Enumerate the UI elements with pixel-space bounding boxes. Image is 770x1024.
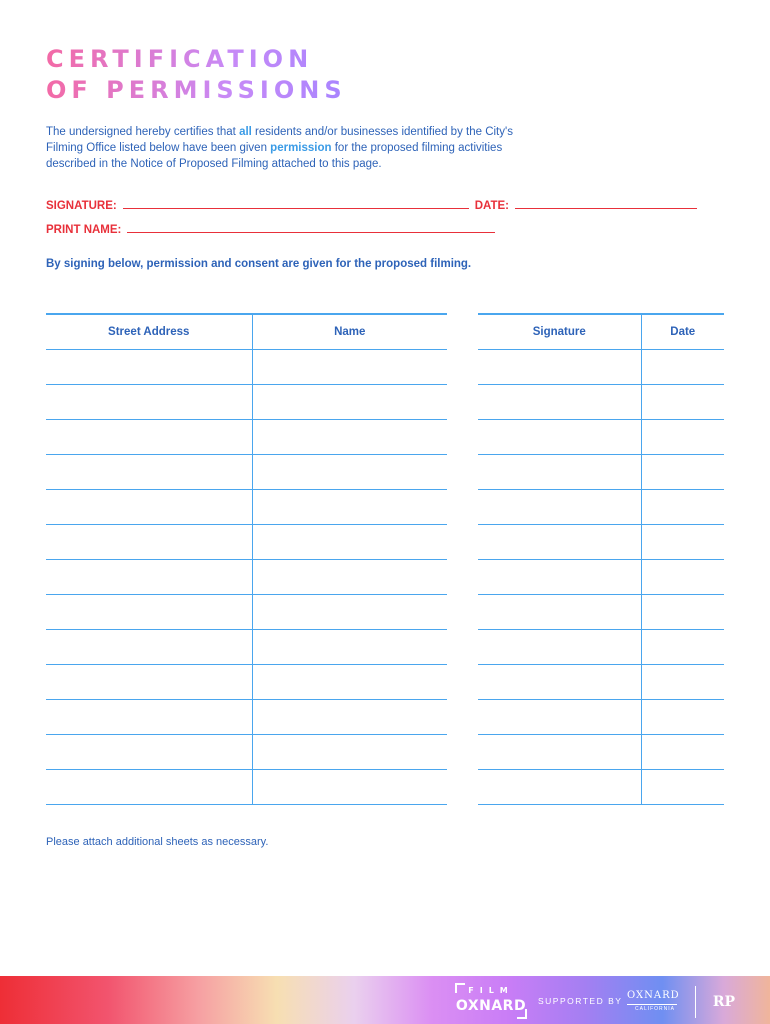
- table-row: [478, 490, 724, 525]
- logo-oxnard-text: OXNARD: [455, 998, 527, 1014]
- street-address-cell[interactable]: [46, 700, 252, 735]
- table-row: [46, 490, 447, 525]
- street-address-cell[interactable]: [46, 630, 252, 665]
- table-row: [478, 630, 724, 665]
- signature-cell[interactable]: [478, 770, 641, 805]
- intro-text-2: residents and/or businesses identified by the City's Filming Office listed below have been given: [46, 126, 513, 154]
- table-row: [478, 350, 724, 385]
- table-row: [46, 420, 447, 455]
- table-row: [46, 630, 447, 665]
- date-cell[interactable]: [641, 595, 724, 630]
- consent-statement: By signing below, permission and consent are given for the proposed filming.: [46, 258, 472, 270]
- print-name-row: [46, 222, 501, 236]
- signature-field[interactable]: [123, 198, 469, 209]
- street-address-cell[interactable]: [46, 385, 252, 420]
- title-line-2: OF PERMISSIONS: [46, 76, 347, 104]
- name-cell[interactable]: [252, 490, 447, 525]
- name-cell[interactable]: [252, 700, 447, 735]
- date-cell[interactable]: [641, 700, 724, 735]
- signature-cell[interactable]: [478, 525, 641, 560]
- table-row: [478, 595, 724, 630]
- name-cell[interactable]: [252, 560, 447, 595]
- table-row: [478, 455, 724, 490]
- table-row: [478, 385, 724, 420]
- street-address-cell[interactable]: [46, 525, 252, 560]
- signature-cell[interactable]: [478, 665, 641, 700]
- street-address-cell[interactable]: [46, 490, 252, 525]
- intro-paragraph: [46, 124, 536, 172]
- signature-cell[interactable]: [478, 420, 641, 455]
- table-row: [478, 735, 724, 770]
- date-cell[interactable]: [641, 455, 724, 490]
- table-row: [46, 385, 447, 420]
- date-cell[interactable]: [641, 525, 724, 560]
- table-row: [46, 595, 447, 630]
- name-cell[interactable]: [252, 420, 447, 455]
- table-row: [46, 665, 447, 700]
- table-row: [478, 560, 724, 595]
- header-street-address: Street Address: [46, 314, 252, 350]
- date-cell[interactable]: [641, 560, 724, 595]
- street-address-cell[interactable]: [46, 595, 252, 630]
- street-address-cell[interactable]: [46, 420, 252, 455]
- name-cell[interactable]: [252, 770, 447, 805]
- date-cell[interactable]: [641, 735, 724, 770]
- date-cell[interactable]: [641, 385, 724, 420]
- table-row: [478, 525, 724, 560]
- city-logo-rule: [627, 1004, 677, 1005]
- intro-highlight-permission: permission: [270, 142, 332, 154]
- address-name-table: [46, 313, 447, 805]
- table-row: [46, 735, 447, 770]
- header-name: Name: [252, 314, 447, 350]
- signature-row: [46, 198, 703, 212]
- logo-film-text: FILM: [468, 986, 514, 995]
- date-cell[interactable]: [641, 420, 724, 455]
- date-cell[interactable]: [641, 770, 724, 805]
- signature-cell[interactable]: [478, 490, 641, 525]
- film-oxnard-logo: [455, 983, 527, 1019]
- signature-date-table: [478, 313, 724, 805]
- title-line-1: CERTIFICATION: [46, 45, 314, 73]
- table-row: [478, 665, 724, 700]
- footer-divider: [695, 986, 696, 1018]
- table-row: [46, 770, 447, 805]
- header-date: Date: [641, 314, 724, 350]
- riverpark-logo: RP: [712, 994, 736, 1010]
- page-title: [46, 44, 347, 106]
- intro-highlight-all: all: [239, 126, 252, 138]
- print-name-label: PRINT NAME:: [46, 224, 122, 236]
- date-cell[interactable]: [641, 630, 724, 665]
- street-address-cell[interactable]: [46, 560, 252, 595]
- print-name-field[interactable]: [127, 222, 495, 233]
- supported-by-label: SUPPORTED BY: [538, 996, 623, 1006]
- signature-cell[interactable]: [478, 700, 641, 735]
- table-row: [46, 525, 447, 560]
- header-signature: Signature: [478, 314, 641, 350]
- footnote: Please attach additional sheets as necessary.: [46, 836, 269, 848]
- street-address-cell[interactable]: [46, 770, 252, 805]
- intro-text-3: for the proposed filming activities described in the Notice of Proposed Filming attached to this page.: [46, 142, 503, 170]
- table-row: [46, 455, 447, 490]
- table-row: [478, 770, 724, 805]
- street-address-cell[interactable]: [46, 455, 252, 490]
- table-row: [478, 420, 724, 455]
- intro-text-1: The undersigned hereby certifies that: [46, 126, 240, 138]
- name-cell[interactable]: [252, 455, 447, 490]
- street-address-cell[interactable]: [46, 665, 252, 700]
- signature-label: SIGNATURE:: [46, 200, 117, 212]
- signature-cell[interactable]: [478, 630, 641, 665]
- date-field[interactable]: [515, 198, 697, 209]
- date-cell[interactable]: [641, 490, 724, 525]
- signature-cell[interactable]: [478, 560, 641, 595]
- table-row: [46, 350, 447, 385]
- date-label: DATE:: [474, 200, 509, 212]
- name-cell[interactable]: [252, 595, 447, 630]
- name-cell[interactable]: [252, 385, 447, 420]
- signature-cell[interactable]: [478, 455, 641, 490]
- name-cell[interactable]: [252, 665, 447, 700]
- table-row: [478, 700, 724, 735]
- signature-cell[interactable]: [478, 350, 641, 385]
- table-row: [46, 700, 447, 735]
- street-address-cell[interactable]: [46, 735, 252, 770]
- signature-cell[interactable]: [478, 735, 641, 770]
- street-address-cell[interactable]: [46, 350, 252, 385]
- date-cell[interactable]: [641, 665, 724, 700]
- city-oxnard-logo: OXNARD: [627, 990, 680, 1001]
- signature-cell[interactable]: [478, 385, 641, 420]
- city-logo-subtitle: CALIFORNIA: [635, 1006, 676, 1012]
- name-cell[interactable]: [252, 525, 447, 560]
- signature-cell[interactable]: [478, 595, 641, 630]
- date-cell[interactable]: [641, 350, 724, 385]
- name-cell[interactable]: [252, 735, 447, 770]
- name-cell[interactable]: [252, 350, 447, 385]
- table-row: [46, 560, 447, 595]
- name-cell[interactable]: [252, 630, 447, 665]
